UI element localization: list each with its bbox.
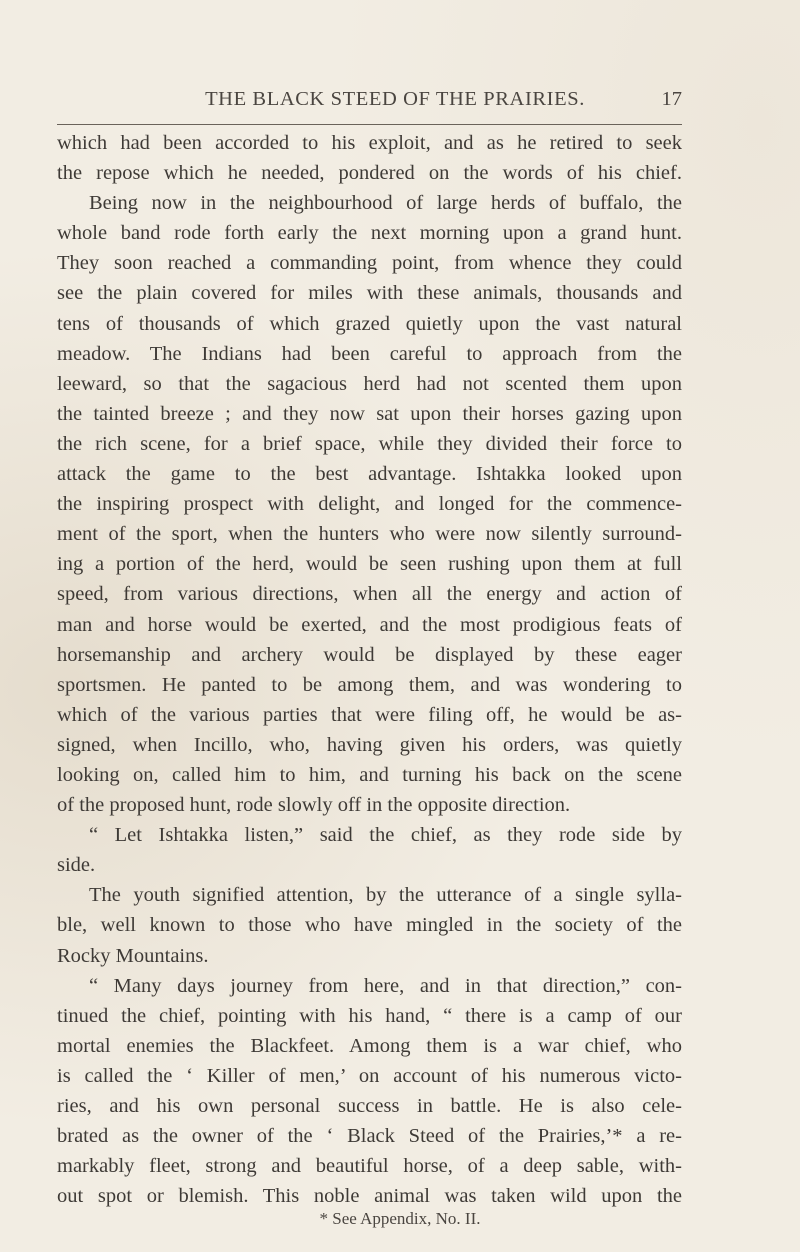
text-line: is called the ‘ Killer of men,’ on account of his numerous victo- — [57, 1064, 682, 1087]
text-line: ing a portion of the herd, would be seen rushing upon them at full — [57, 553, 682, 576]
text-line: the rich scene, for a brief space, while they divided their force to — [57, 432, 682, 455]
text-line: mortal enemies the Blackfeet. Among them is a war chief, who — [57, 1034, 682, 1057]
text-line: side. — [57, 854, 96, 877]
text-line: the tainted breeze ; and they now sat upon their horses gazing upon — [57, 402, 682, 425]
text-line: looking on, called him to him, and turning his back on the scene — [57, 763, 682, 786]
text-line: see the plain covered for miles with these animals, thousands and — [57, 282, 682, 305]
header-rule — [57, 124, 682, 125]
text-line: which of the various parties that were filing off, he would be as- — [57, 703, 682, 726]
text-line: tinued the chief, pointing with his hand, “ there is a camp of our — [57, 1004, 682, 1027]
text-line: tens of thousands of which grazed quietly upon the vast natural — [57, 312, 682, 335]
text-line: ries, and his own personal success in battle. He is also cele- — [57, 1095, 682, 1117]
text-line: signed, when Incillo, who, having given his orders, was quietly — [57, 733, 682, 756]
page-number: 17 — [661, 88, 682, 110]
text-line: horsemanship and archery would be displayed by these eager — [57, 643, 682, 666]
text-line: ble, well known to those who have mingled in the society of the — [57, 914, 682, 937]
text-line: which had been accorded to his exploit, and as he retired to seek — [57, 132, 682, 154]
text-line: whole band rode forth early the next morning upon a grand hunt. — [57, 222, 682, 245]
page-header — [108, 84, 682, 114]
text-line: speed, from various directions, when all the energy and action of — [57, 583, 682, 606]
text-line: of the proposed hunt, rode slowly off in the opposite direction. — [57, 794, 571, 817]
text-line: leeward, so that the sagacious herd had not scented them upon — [57, 372, 682, 395]
text-line: They soon reached a commanding point, from whence they could — [57, 252, 682, 275]
text-line: “ Many days journey from here, and in that direction,” con- — [89, 974, 682, 997]
text-line: man and horse would be exerted, and the most prodigious feats of — [57, 613, 682, 636]
text-line: Rocky Mountains. — [57, 944, 209, 967]
text-line: attack the game to the best advantage. Ishtakka looked upon — [57, 463, 682, 486]
text-line: out spot or blemish. This noble animal was taken wild upon the — [57, 1185, 682, 1208]
text-line: brated as the owner of the ‘ Black Steed of the Prairies,’* a re- — [57, 1125, 682, 1148]
text-line: ment of the sport, when the hunters who were now silently surround- — [57, 523, 682, 546]
footnote: * See Appendix, No. II. — [319, 1209, 481, 1228]
text-line: “ Let Ishtakka listen,” said the chief, as they rode side by — [89, 824, 682, 847]
text-line: the repose which he needed, pondered on the words of his chief. — [57, 162, 682, 185]
text-line: meadow. The Indians had been careful to approach from the — [57, 342, 682, 365]
text-line: The youth signified attention, by the utterance of a single sylla- — [89, 884, 682, 907]
text-line: the inspiring prospect with delight, and longed for the commence- — [57, 493, 682, 516]
body-text — [57, 128, 682, 1211]
text-line: sportsmen. He panted to be among them, and was wondering to — [57, 673, 682, 696]
running-title: THE BLACK STEED OF THE PRAIRIES. — [205, 88, 585, 110]
text-line: Being now in the neighbourhood of large herds of buffalo, the — [89, 192, 682, 215]
text-line: markably fleet, strong and beautiful horse, of a deep sable, with- — [57, 1155, 682, 1178]
